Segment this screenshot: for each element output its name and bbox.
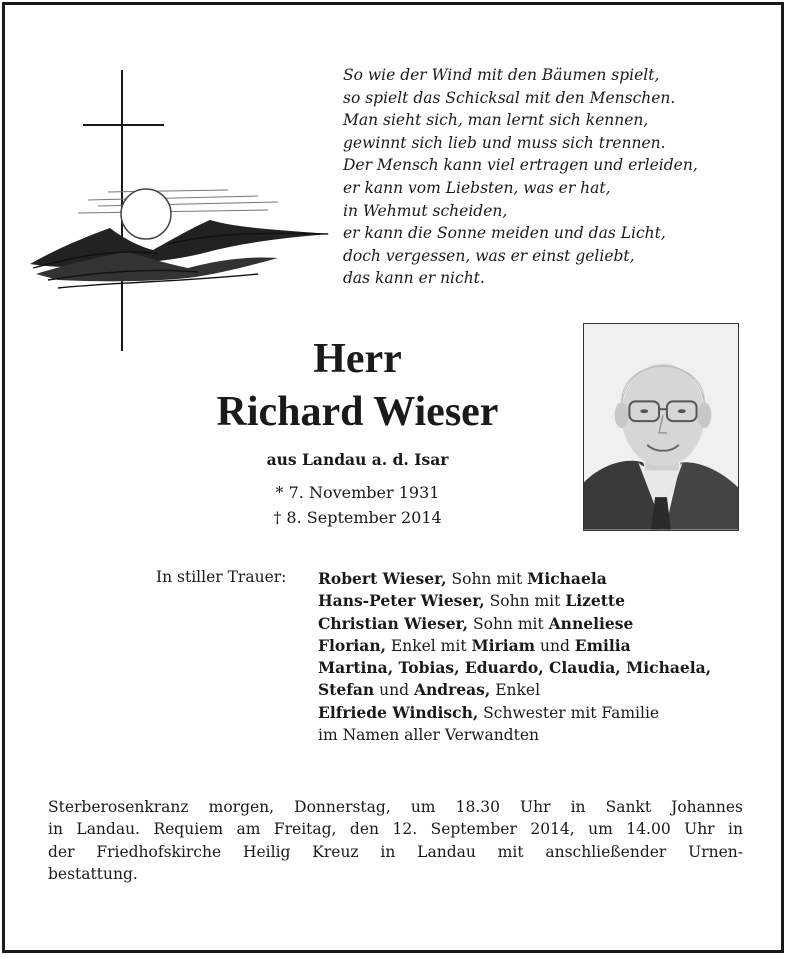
death-date: † 8. September 2014 — [273, 508, 442, 527]
funeral-info-line: Sterberosenkranz morgen, Donnerstag, um 18.30 Uhr in Sankt Johannes — [48, 798, 743, 816]
mourner-name: Robert Wieser, — [318, 569, 447, 588]
mourner-line — [318, 590, 758, 612]
mourner-name: Michaela — [527, 569, 607, 588]
mourner-name: Anneliese — [548, 613, 634, 633]
mourner-name: Christian Wieser, — [318, 613, 469, 633]
poem-line: er kann vom Liebsten, was er hat, — [343, 178, 611, 197]
origin: aus Landau a. d. Isar — [266, 450, 449, 469]
mourner-name: Lizette — [565, 591, 625, 611]
mourner-line — [318, 702, 758, 724]
poem-line: Man sieht sich, man lernt sich kennen, — [343, 111, 649, 130]
mourner-name: Martina, Tobias, Eduardo, Claudia, Michaela, — [318, 658, 712, 678]
mourner-line — [318, 613, 758, 635]
mourning-label: In stiller Trauer: — [156, 568, 287, 586]
poem-line: er kann die Sonne meiden und das Licht, — [343, 224, 666, 243]
poem — [343, 64, 763, 290]
mourner-name: Andreas, — [413, 680, 491, 700]
mourner-relation: im Namen aller Verwandten — [318, 726, 539, 745]
mourner-relation: Enkel — [490, 681, 541, 700]
poem-line: so spielt das Schicksal mit den Menschen. — [343, 88, 676, 107]
poem-line: So wie der Wind mit den Bäumen spielt, — [343, 66, 660, 84]
poem-line: Der Mensch kann viel ertragen und erleiden, — [343, 156, 698, 175]
portrait-image — [584, 324, 738, 530]
funeral-info-line: der Friedhofskirche Heilig Kreuz in Landau mit anschließender Urnen- — [48, 842, 743, 861]
mourner-line — [318, 635, 758, 657]
mourner-relation: Sohn mit — [446, 570, 528, 588]
mourner-relation: Sohn mit — [484, 592, 566, 611]
mourner-name: Florian, — [318, 635, 386, 655]
mourner-line — [318, 568, 758, 590]
deceased-name: Richard Wieser — [216, 389, 499, 435]
mourner-relation: Sohn mit — [468, 614, 549, 633]
mourner-line — [318, 724, 758, 746]
funeral-info — [48, 796, 743, 886]
poem-line: das kann er nicht. — [343, 269, 485, 288]
mourner-line — [318, 679, 758, 701]
mourners-list — [318, 568, 758, 746]
mourner-name: Hans-Peter Wieser, — [318, 591, 485, 611]
poem-line: gewinnt sich lieb und muss sich trennen. — [343, 133, 666, 152]
mourner-name: Emilia — [574, 635, 631, 655]
mourner-relation: und — [535, 636, 575, 655]
funeral-info-line: bestattung. — [48, 865, 138, 884]
mourner-relation: Enkel mit — [386, 636, 472, 655]
mourner-name: Stefan — [318, 680, 375, 700]
poem-line: in Wehmut scheiden, — [343, 201, 508, 220]
salutation: Herr — [313, 336, 402, 382]
life-dates — [150, 480, 565, 530]
mourner-name: Elfriede Windisch, — [318, 702, 479, 722]
cross-sunset-emblem-icon — [28, 68, 333, 353]
poem-line: doch vergessen, was er einst geliebt, — [343, 246, 635, 265]
funeral-info-line: in Landau. Requiem am Freitag, den 12. September 2014, um 14.00 Uhr in — [48, 820, 743, 839]
mourner-relation: und — [374, 681, 414, 700]
mourner-relation: Schwester mit Familie — [478, 703, 660, 722]
birth-date: * 7. November 1931 — [275, 483, 440, 502]
mourner-line — [318, 657, 758, 679]
mourner-name: Miriam — [471, 635, 536, 655]
deceased-block — [150, 335, 565, 530]
portrait-photo — [583, 323, 739, 531]
